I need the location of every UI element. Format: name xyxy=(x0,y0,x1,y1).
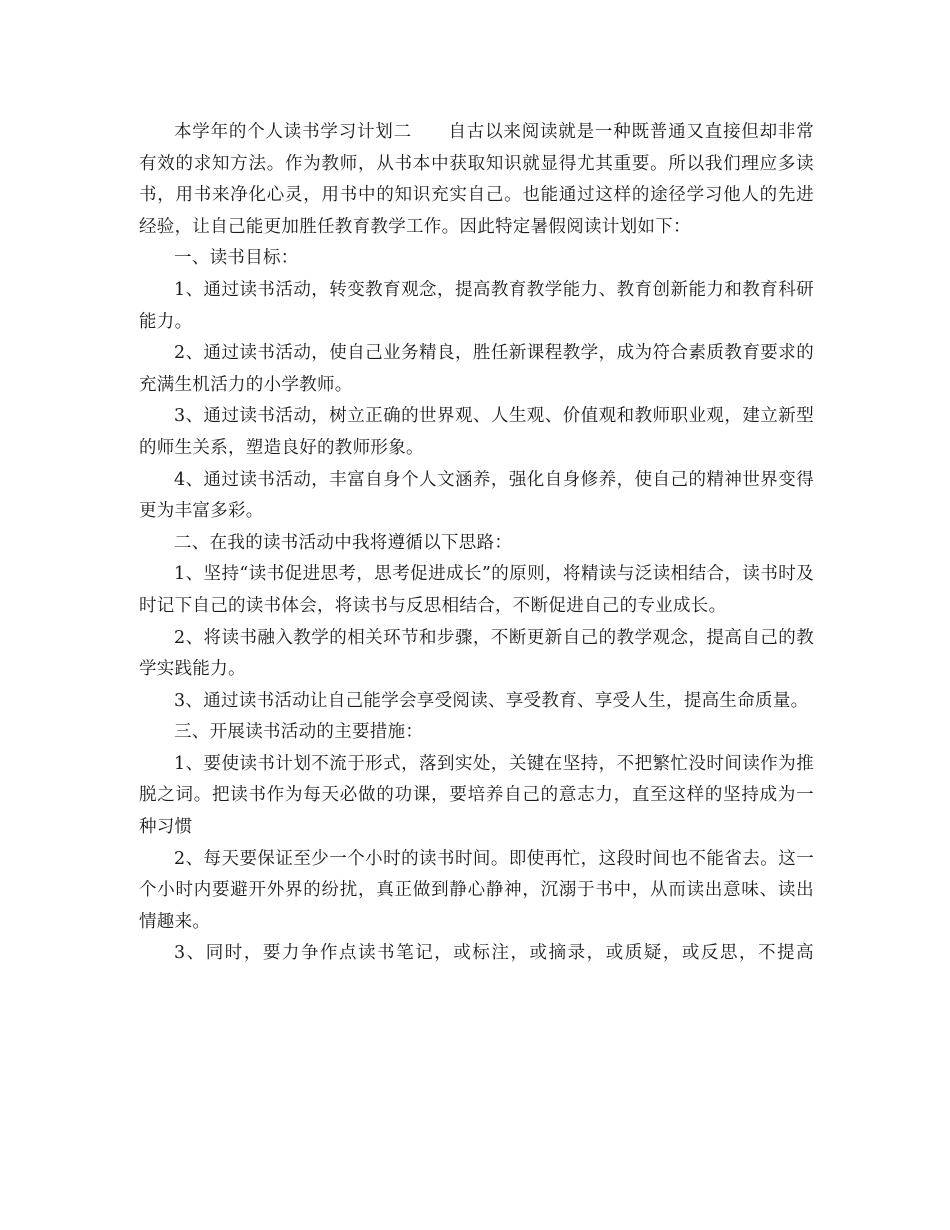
measure-item-1: 1、要使读书计划不流于形式，落到实处，关键在坚持，不把繁忙没时间读作为推脱之词。把读书作为每天必做的功课，要培养自己的意志力，直至这样的坚持成为一种习惯 xyxy=(139,753,814,838)
goal-item-3: 3、通过读书活动，树立正确的世界观、人生观、价值观和教师职业观，建立新型的师生关系，塑造良好的教师形象。 xyxy=(139,406,814,458)
measure-item-2: 2、每天要保证至少一个小时的读书时间。即使再忙，这段时间也不能省去。这一个小时内要避开外界的纷扰，真正做到静心静神，沉溺于书中，从而读出意味、读出情趣来。 xyxy=(139,848,814,932)
approach-item-1: 1、坚持“读书促进思考，思考促进成长”的原则，将精读与泛读相结合，读书时及时记下自己的读书体会，将读书与反思相结合，不断促进自己的专业成长。 xyxy=(139,564,814,616)
intro-paragraph: 本学年的个人读书学习计划二 自古以来阅读就是一种既普通又直接但却非常有效的求知方法。作为教师，从书本中获取知识就显得尤其重要。所以我们理应多读书，用书来净化心灵，用书中的知识充实自己。也能通过这样的途径学习他人的先进经验，让自己能更加胜任教育教学工作。因此特定暑假阅读计划如下： xyxy=(139,122,814,237)
section-heading-measures: 三、开展读书活动的主要措施： xyxy=(174,722,424,743)
section-heading-goals: 一、读书目标： xyxy=(174,248,299,269)
document-body xyxy=(139,117,814,970)
goal-item-4: 4、通过读书活动，丰富自身个人文涵养，强化自身修养，使自己的精神世界变得更为丰富多彩。 xyxy=(139,469,814,522)
approach-item-3: 3、通过读书活动让自己能学会享受阅读、享受教育、享受人生，提高生命质量。 xyxy=(174,690,809,711)
section-heading-approach: 二、在我的读书活动中我将遵循以下思路： xyxy=(174,532,513,553)
measure-item-3: 3、同时，要力争作点读书笔记，或标注，或摘录，或质疑，或反思，不提高 xyxy=(174,943,814,964)
goal-item-2: 2、通过读书活动，使自己业务精良，胜任新课程教学，成为符合素质教育要求的充满生机活力的小学教师。 xyxy=(139,343,814,395)
approach-item-2: 2、将读书融入教学的相关环节和步骤，不断更新自己的教学观念，提高自己的教学实践能力。 xyxy=(139,627,814,680)
goal-item-1: 1、通过读书活动，转变教育观念，提高教育教学能力、教育创新能力和教育科研能力。 xyxy=(139,279,814,332)
